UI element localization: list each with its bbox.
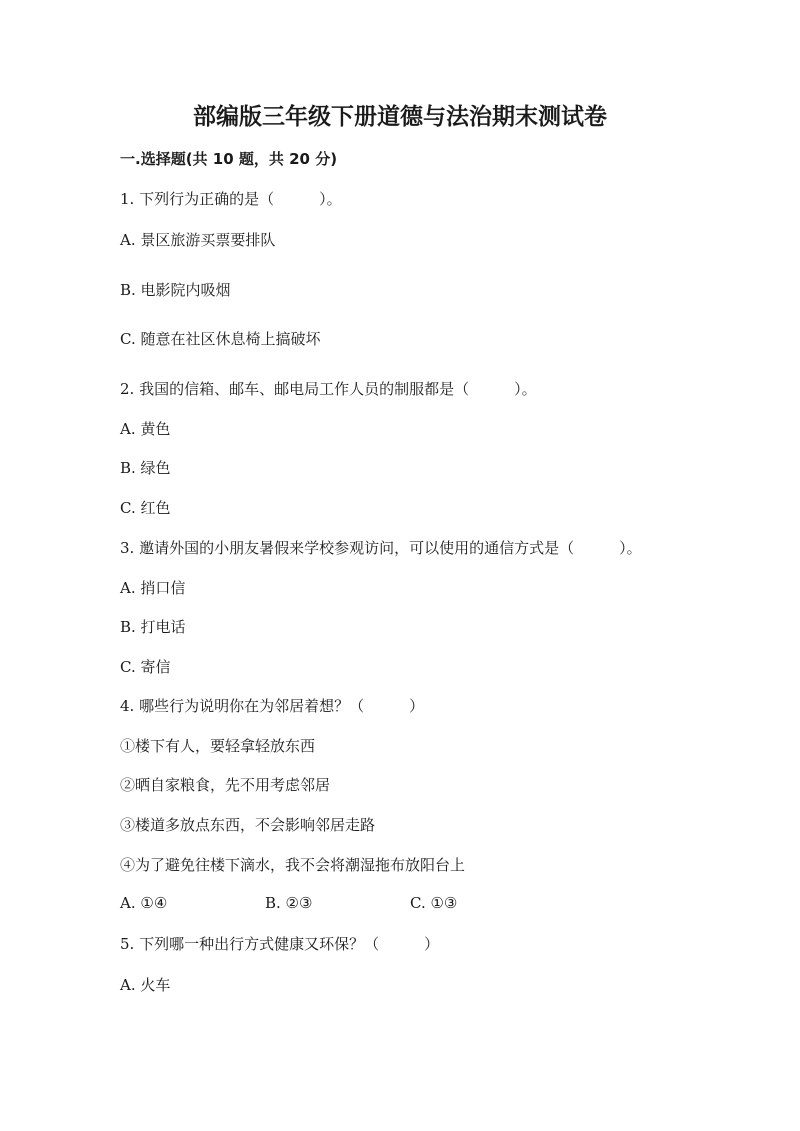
question-4-option-b: B. ②③ [265, 894, 313, 912]
question-2-option-c: C. 红色 [120, 499, 171, 517]
question-3-stem: 3. 邀请外国的小朋友暑假来学校参观访问，可以使用的通信方式是（ ）。 [120, 539, 642, 557]
question-4-statement-4: ④为了避免往楼下滴水，我不会将潮湿拖布放阳台上 [120, 856, 466, 874]
question-1-option-c: C. 随意在社区休息椅上搞破坏 [120, 330, 321, 348]
question-3-option-c: C. 寄信 [120, 658, 171, 676]
section-heading: 一.选择题(共 10 题，共 20 分) [120, 150, 338, 168]
question-4-option-c: C. ①③ [410, 894, 458, 912]
question-5-stem: 5. 下列哪一种出行方式健康又环保？（ ） [120, 935, 440, 953]
question-2-option-a: A. 黄色 [120, 420, 171, 438]
question-1-option-a: A. 景区旅游买票要排队 [120, 231, 276, 249]
question-2-option-b: B. 绿色 [120, 459, 171, 477]
question-4-statement-3: ③楼道多放点东西，不会影响邻居走路 [120, 816, 376, 834]
question-4-option-a: A. ①④ [120, 894, 168, 912]
question-4-statement-1: ①楼下有人，要轻拿轻放东西 [120, 737, 316, 755]
question-5-option-a: A. 火车 [120, 976, 171, 994]
question-2-stem: 2. 我国的信箱、邮车、邮电局工作人员的制服都是（ ）。 [120, 380, 537, 398]
question-4-options [120, 894, 720, 916]
question-4-stem: 4. 哪些行为说明你在为邻居着想？（ ） [120, 697, 425, 715]
question-3-option-a: A. 捎口信 [120, 579, 186, 597]
question-3-option-b: B. 打电话 [120, 618, 186, 636]
question-4-statement-2: ②晒自家粮食，先不用考虑邻居 [120, 776, 331, 794]
exam-title: 部编版三年级下册道德与法治期末测试卷 [193, 104, 607, 130]
question-1-stem: 1. 下列行为正确的是（ ）。 [120, 190, 342, 208]
question-1-option-b: B. 电影院内吸烟 [120, 281, 231, 299]
